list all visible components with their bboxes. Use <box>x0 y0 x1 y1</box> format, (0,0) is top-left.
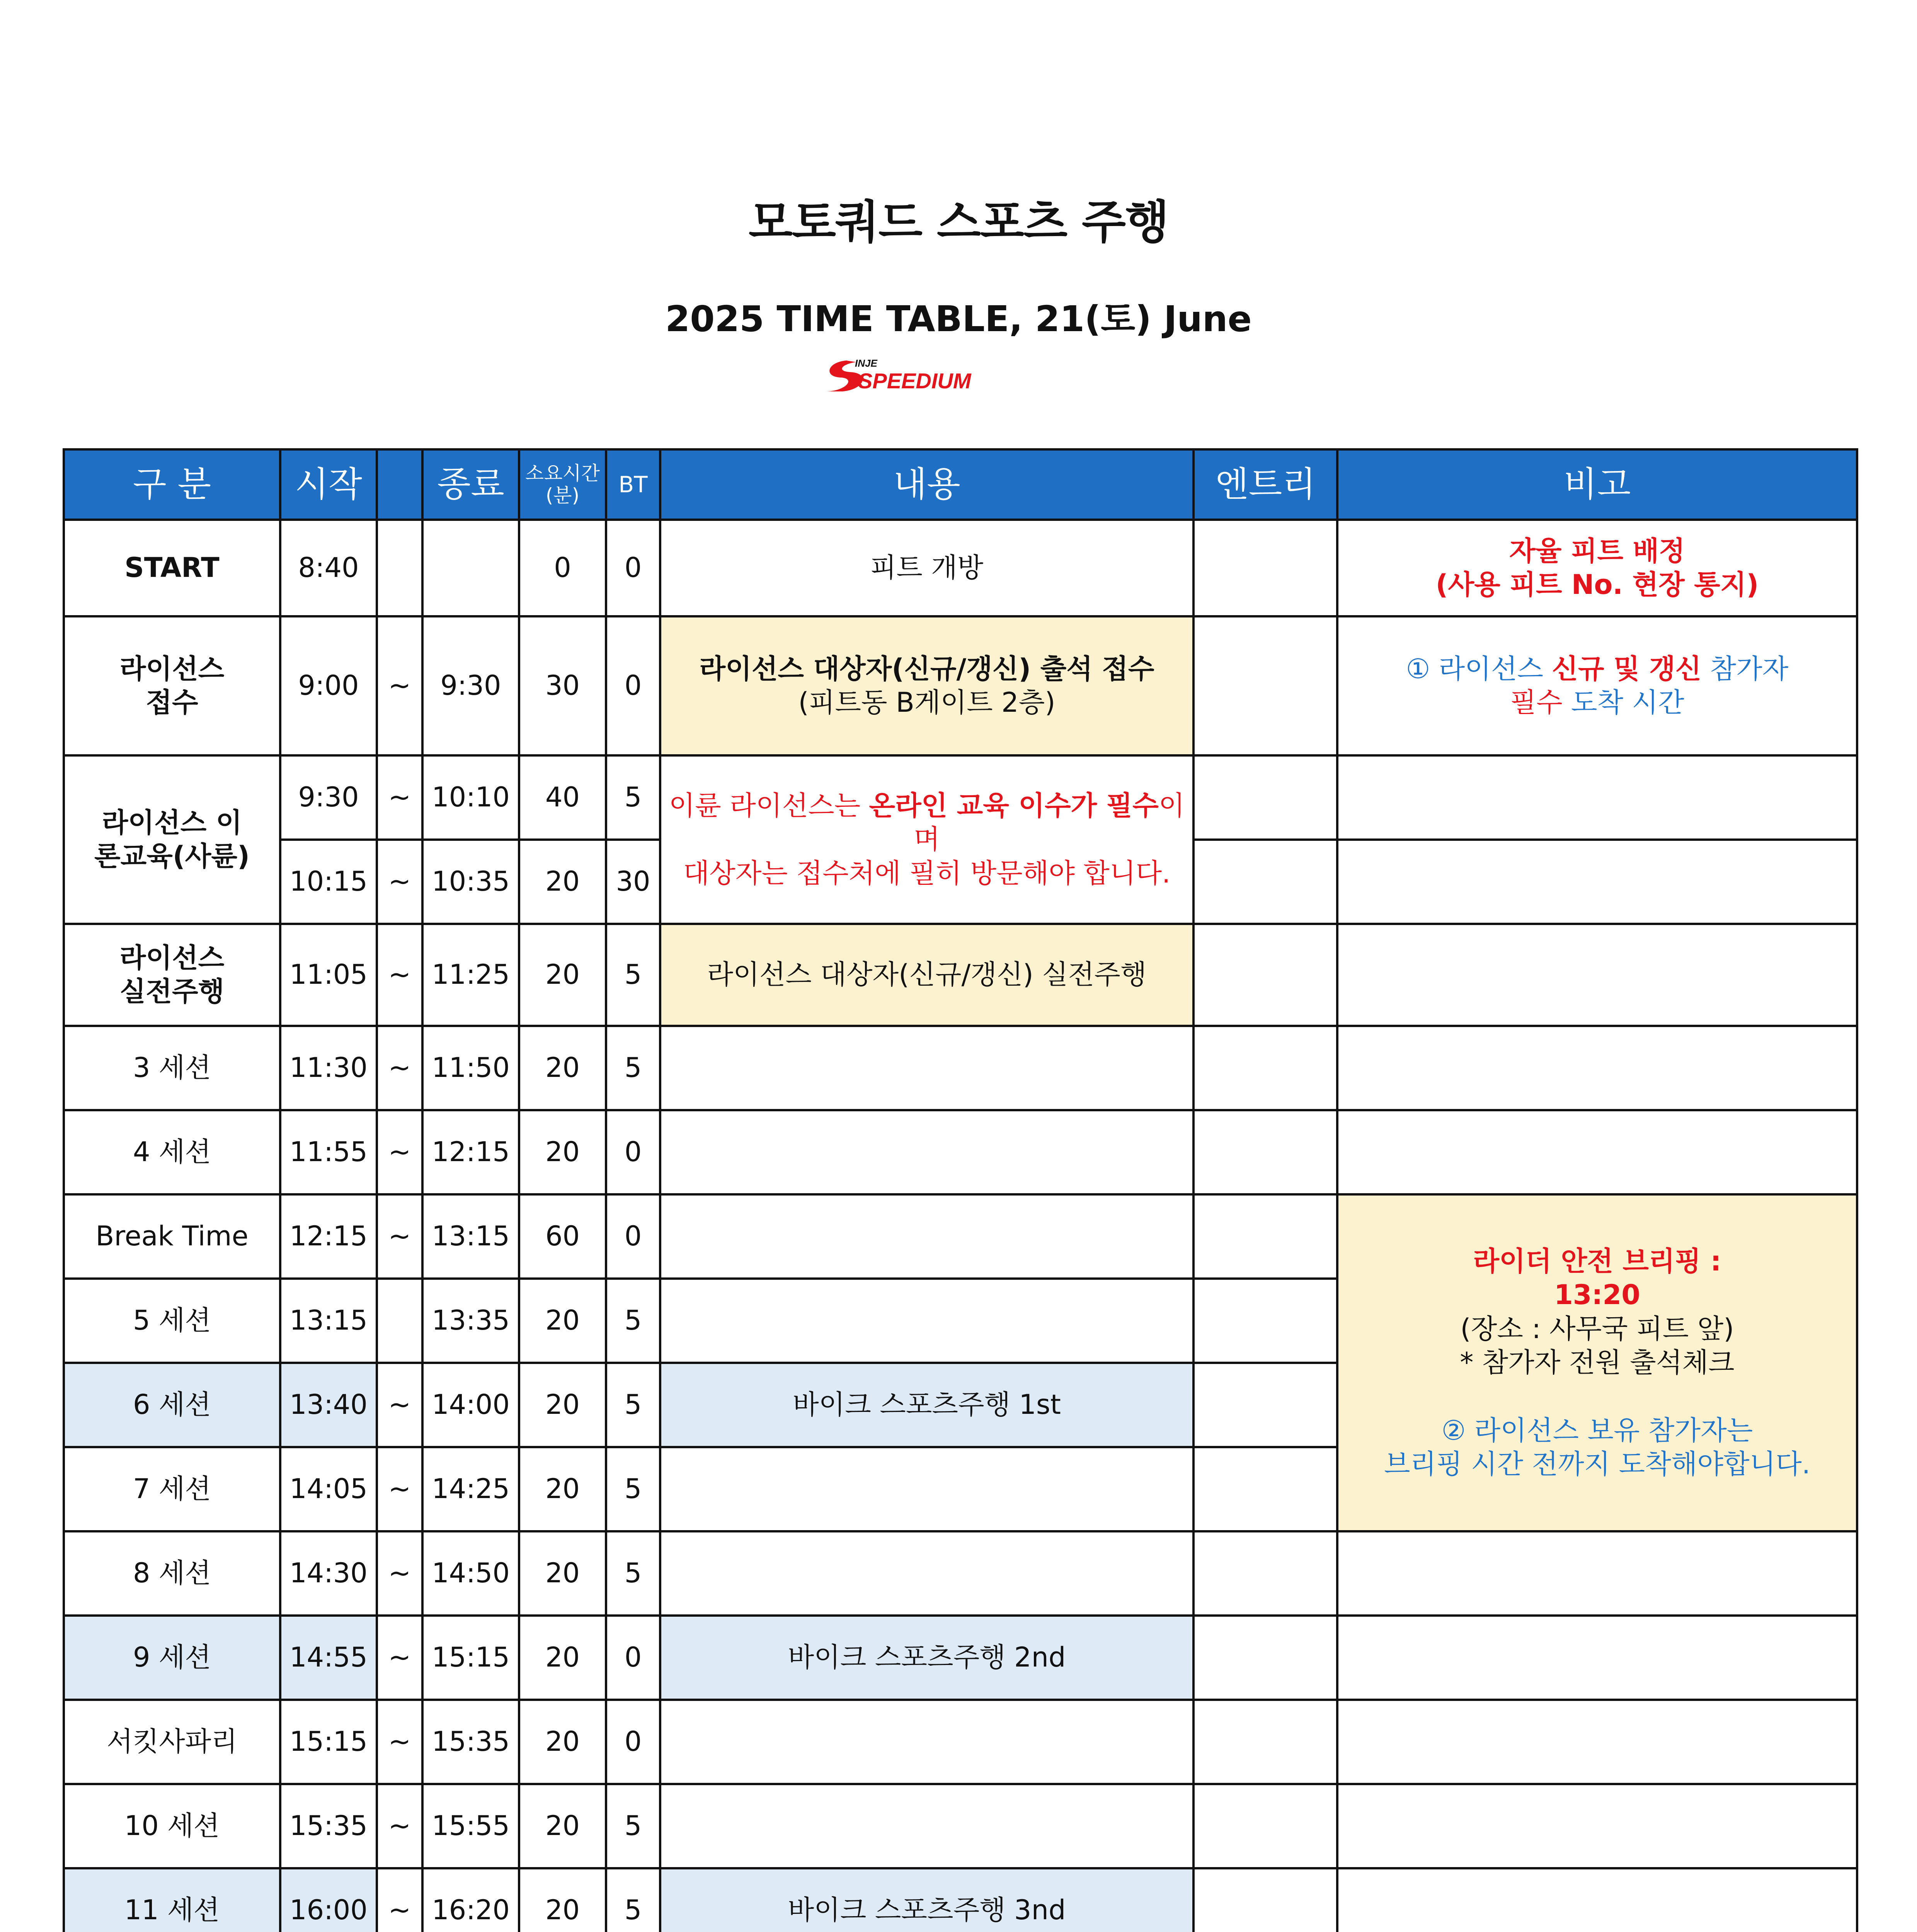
row-end: 14:25 <box>422 1447 519 1531</box>
row-tilde <box>377 520 422 616</box>
row-bt: 5 <box>606 924 660 1026</box>
row-end: 10:35 <box>422 840 519 924</box>
row-name-text: 라이선스 접수 <box>119 653 225 718</box>
row-content <box>660 1110 1193 1194</box>
row-content-main: 라이선스 대상자(신규/갱신) 출석 접수 <box>699 653 1154 685</box>
row-remark <box>1337 1700 1857 1784</box>
table-row <box>64 1700 1857 1784</box>
header-entry: 엔트리 <box>1193 449 1337 520</box>
header-row <box>64 449 1857 520</box>
row-end: 11:25 <box>422 924 519 1026</box>
row-remark <box>1337 1110 1857 1194</box>
row-name-text: 라이선스 실전주행 <box>119 942 225 1007</box>
row-entry <box>1193 1026 1337 1110</box>
row-content <box>660 616 1193 755</box>
row-duration: 20 <box>519 924 606 1026</box>
row-content: 바이크 스포츠주행 1st <box>660 1363 1193 1447</box>
row-entry <box>1193 616 1337 755</box>
row-entry <box>1193 1700 1337 1784</box>
row-end: 13:15 <box>422 1194 519 1279</box>
remark-briefing <box>1337 1194 1857 1531</box>
row-start: 8:40 <box>280 520 377 616</box>
header-tilde <box>377 449 422 520</box>
row-duration: 20 <box>519 1531 606 1616</box>
row-duration: 20 <box>519 1363 606 1447</box>
page-title: 모토쿼드 스포츠 주행 <box>748 196 1169 249</box>
remark-briefing-line6: 브리핑 시간 전까지 도착해야합니다. <box>1384 1448 1811 1480</box>
row-entry <box>1193 1616 1337 1700</box>
row-tilde: ~ <box>377 1616 422 1700</box>
row-tilde: ~ <box>377 1026 422 1110</box>
row-end: 14:50 <box>422 1531 519 1616</box>
row-bt: 5 <box>606 1279 660 1363</box>
row-content: 라이선스 대상자(신규/갱신) 실전주행 <box>660 924 1193 1026</box>
row-tilde: ~ <box>377 1531 422 1616</box>
row-remark <box>1337 1868 1857 1932</box>
row-content-part2: 온라인 교육 이수가 필수 <box>869 789 1159 821</box>
row-entry <box>1193 1447 1337 1531</box>
remark-license-a: ① 라이선스 <box>1406 653 1552 685</box>
row-name: 7 세션 <box>64 1447 280 1531</box>
speedium-logo <box>819 354 1028 396</box>
row-entry <box>1193 840 1337 924</box>
row-remark <box>1337 1531 1857 1616</box>
remark-start <box>1337 520 1857 616</box>
row-name: 8 세션 <box>64 1531 280 1616</box>
row-content-sub: (피트동 B게이트 2층) <box>798 687 1056 718</box>
row-duration: 30 <box>519 616 606 755</box>
header-bt: BT <box>606 449 660 520</box>
row-bt: 5 <box>606 1026 660 1110</box>
row-content: 피트 개방 <box>660 520 1193 616</box>
table-row <box>64 755 1857 840</box>
row-remark <box>1337 924 1857 1026</box>
table-row <box>64 1531 1857 1616</box>
row-bt: 0 <box>606 1110 660 1194</box>
row-start: 11:05 <box>280 924 377 1026</box>
row-content-part1: 이륜 라이선스는 <box>669 789 869 821</box>
row-duration: 0 <box>519 520 606 616</box>
row-end: 14:00 <box>422 1363 519 1447</box>
row-content <box>660 1784 1193 1868</box>
table-row <box>64 520 1857 616</box>
row-content <box>660 1194 1193 1279</box>
table-row <box>64 616 1857 755</box>
header-content: 내용 <box>660 449 1193 520</box>
page-subtitle: 2025 TIME TABLE, 21(토) June <box>665 298 1252 340</box>
row-end: 11:50 <box>422 1026 519 1110</box>
row-duration: 20 <box>519 1110 606 1194</box>
row-remark <box>1337 1026 1857 1110</box>
remark-briefing-line4: * 참가자 전원 출석체크 <box>1460 1347 1735 1378</box>
row-name <box>64 616 280 755</box>
row-content: 바이크 스포츠주행 3nd <box>660 1868 1193 1932</box>
row-bt: 5 <box>606 1784 660 1868</box>
row-end: 9:30 <box>422 616 519 755</box>
row-start: 9:30 <box>280 755 377 840</box>
speedium-logo-main: SPEEDIUM <box>858 369 971 393</box>
row-bt: 0 <box>606 1616 660 1700</box>
remark-license-c: 참가자 <box>1701 653 1789 685</box>
row-duration: 20 <box>519 1616 606 1700</box>
row-name: 10 세션 <box>64 1784 280 1868</box>
row-end <box>422 520 519 616</box>
time-table <box>63 448 1858 1932</box>
remark-license-e: 도착 시간 <box>1562 687 1684 718</box>
row-name: 9 세션 <box>64 1616 280 1700</box>
row-start: 11:30 <box>280 1026 377 1110</box>
row-name <box>64 755 280 924</box>
row-content <box>660 1700 1193 1784</box>
row-duration: 20 <box>519 1700 606 1784</box>
row-start: 14:30 <box>280 1531 377 1616</box>
row-tilde: ~ <box>377 1868 422 1932</box>
row-entry <box>1193 1784 1337 1868</box>
header-end: 종료 <box>422 449 519 520</box>
row-name: START <box>64 520 280 616</box>
row-content <box>660 1447 1193 1531</box>
row-bt: 0 <box>606 1194 660 1279</box>
row-bt: 5 <box>606 1868 660 1932</box>
row-name <box>64 924 280 1026</box>
row-start: 15:15 <box>280 1700 377 1784</box>
row-name: 11 세션 <box>64 1868 280 1932</box>
row-entry <box>1193 1363 1337 1447</box>
row-start: 16:00 <box>280 1868 377 1932</box>
row-entry <box>1193 755 1337 840</box>
row-end: 10:10 <box>422 755 519 840</box>
remark-license <box>1337 616 1857 755</box>
row-name-text: 라이선스 이론교육(사륜) <box>94 806 250 872</box>
header-category: 구 분 <box>64 449 280 520</box>
row-end: 16:20 <box>422 1868 519 1932</box>
row-tilde: ~ <box>377 1363 422 1447</box>
row-duration: 20 <box>519 840 606 924</box>
row-bt: 5 <box>606 755 660 840</box>
row-duration: 20 <box>519 1026 606 1110</box>
row-start: 14:05 <box>280 1447 377 1531</box>
row-entry <box>1193 1279 1337 1363</box>
remark-briefing-line5: ② 라이선스 보유 참가자는 <box>1441 1414 1753 1446</box>
row-start: 14:55 <box>280 1616 377 1700</box>
row-tilde: ~ <box>377 755 422 840</box>
table-row <box>64 1868 1857 1932</box>
row-start: 15:35 <box>280 1784 377 1868</box>
row-content <box>660 1026 1193 1110</box>
speedium-logo-top: INJE <box>855 357 877 369</box>
row-duration: 20 <box>519 1279 606 1363</box>
row-tilde: ~ <box>377 1700 422 1784</box>
header-remarks: 비고 <box>1337 449 1857 520</box>
table-row <box>64 924 1857 1026</box>
row-end: 15:55 <box>422 1784 519 1868</box>
row-entry <box>1193 1110 1337 1194</box>
row-duration: 40 <box>519 755 606 840</box>
row-content <box>660 1531 1193 1616</box>
row-name: 6 세션 <box>64 1363 280 1447</box>
row-entry <box>1193 1531 1337 1616</box>
row-name: 서킷사파리 <box>64 1700 280 1784</box>
remark-start-line2: (사용 피트 No. 현장 통지) <box>1435 569 1759 600</box>
row-content <box>660 755 1193 924</box>
row-duration: 20 <box>519 1447 606 1531</box>
table-row <box>64 1616 1857 1700</box>
row-name: 3 세션 <box>64 1026 280 1110</box>
row-end: 13:35 <box>422 1279 519 1363</box>
row-duration: 60 <box>519 1194 606 1279</box>
row-bt: 0 <box>606 616 660 755</box>
row-start: 10:15 <box>280 840 377 924</box>
row-tilde: ~ <box>377 616 422 755</box>
table-row <box>64 1194 1857 1279</box>
row-content-part3: 이며 <box>914 789 1185 855</box>
row-bt: 5 <box>606 1531 660 1616</box>
row-bt: 5 <box>606 1447 660 1531</box>
header-duration: 소요시간 (분) <box>519 449 606 520</box>
row-content: 바이크 스포츠주행 2nd <box>660 1616 1193 1700</box>
row-remark <box>1337 840 1857 924</box>
row-start: 13:40 <box>280 1363 377 1447</box>
row-remark <box>1337 755 1857 840</box>
row-entry <box>1193 924 1337 1026</box>
row-entry <box>1193 1868 1337 1932</box>
row-start: 13:15 <box>280 1279 377 1363</box>
row-start: 12:15 <box>280 1194 377 1279</box>
row-tilde: ~ <box>377 840 422 924</box>
row-name: 4 세션 <box>64 1110 280 1194</box>
row-bt: 0 <box>606 1700 660 1784</box>
row-tilde: ~ <box>377 1194 422 1279</box>
row-tilde <box>377 1279 422 1363</box>
row-remark <box>1337 1616 1857 1700</box>
row-bt: 30 <box>606 840 660 924</box>
row-tilde: ~ <box>377 1110 422 1194</box>
row-content <box>660 1279 1193 1363</box>
row-tilde: ~ <box>377 1784 422 1868</box>
remark-briefing-line1: 라이더 안전 브리핑 : <box>1473 1245 1721 1277</box>
row-start: 9:00 <box>280 616 377 755</box>
table-row <box>64 1026 1857 1110</box>
remark-briefing-line3: (장소 : 사무국 피트 앞) <box>1460 1313 1734 1345</box>
row-end: 12:15 <box>422 1110 519 1194</box>
row-remark <box>1337 1784 1857 1868</box>
row-bt: 0 <box>606 520 660 616</box>
row-entry <box>1193 520 1337 616</box>
remark-start-line1: 자율 피트 배정 <box>1509 535 1685 567</box>
remark-briefing-line2: 13:20 <box>1554 1279 1640 1311</box>
row-duration: 20 <box>519 1868 606 1932</box>
row-content-line2: 대상자는 접수처에 필히 방문해야 합니다. <box>683 857 1171 889</box>
row-end: 15:35 <box>422 1700 519 1784</box>
row-tilde: ~ <box>377 924 422 1026</box>
table-row <box>64 1110 1857 1194</box>
header-start: 시작 <box>280 449 377 520</box>
row-entry <box>1193 1194 1337 1279</box>
row-name: 5 세션 <box>64 1279 280 1363</box>
row-duration: 20 <box>519 1784 606 1868</box>
remark-license-d: 필수 <box>1510 687 1563 718</box>
row-start: 11:55 <box>280 1110 377 1194</box>
row-bt: 5 <box>606 1363 660 1447</box>
row-name: Break Time <box>64 1194 280 1279</box>
remark-license-b: 신규 및 갱신 <box>1552 653 1702 685</box>
row-tilde: ~ <box>377 1447 422 1531</box>
row-end: 15:15 <box>422 1616 519 1700</box>
table-row <box>64 1784 1857 1868</box>
